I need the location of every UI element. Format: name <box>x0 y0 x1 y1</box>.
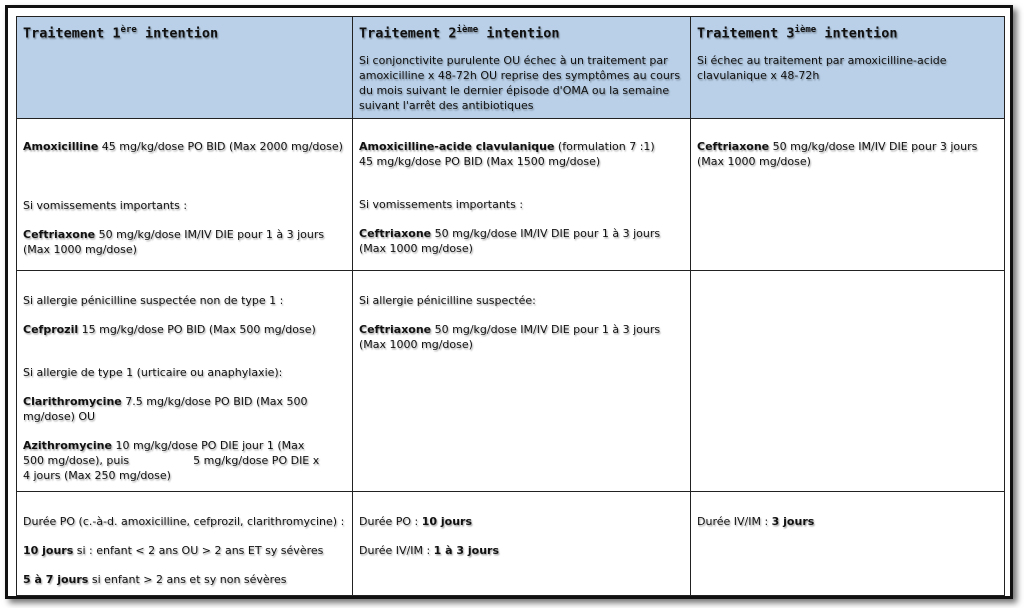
row3-col3 <box>691 492 1005 596</box>
row1-col1-drug2: Ceftriaxone 50 mg/kg/dose IM/IV DIE pour 1 à 3 jours (Max 1000 mg/dose) <box>23 228 325 256</box>
header-col3-title: Traitement 3ième intention <box>697 25 898 42</box>
first-line-row <box>17 119 1005 271</box>
header-col3 <box>691 17 1005 119</box>
row1-col1 <box>17 119 353 271</box>
header-col3-desc: Si échec au traitement par amoxicilline-acide clavulanique x 48-72h <box>697 53 947 82</box>
row1-col3-drug1: Ceftriaxone 50 mg/kg/dose IM/IV DIE pour 3 jours (Max 1000 mg/dose) <box>697 140 978 168</box>
row2-col1 <box>17 271 353 492</box>
header-col1 <box>17 17 353 119</box>
document-frame <box>5 5 1013 599</box>
row3-col2-line1: Durée PO : 10 jours <box>359 515 473 528</box>
header-col1-title: Traitement 1ère intention <box>23 25 219 42</box>
row1-col2 <box>353 119 691 271</box>
row3-col1-line3: 5 à 7 jours si enfant > 2 ans et sy non sévères <box>23 573 287 586</box>
row3-col3-line1: Durée IV/IM : 3 jours <box>697 515 815 528</box>
row1-col2-drug1: Amoxicilline-acide clavulanique (formulation 7 :1) 45 mg/kg/dose PO BID (Max 1500 mg/dose) <box>359 140 655 168</box>
row1-col2-drug2: Ceftriaxone 50 mg/kg/dose IM/IV DIE pour 1 à 3 jours (Max 1000 mg/dose) <box>359 227 661 255</box>
row2-col2-drug: Ceftriaxone 50 mg/kg/dose IM/IV DIE pour 1 à 3 jours (Max 1000 mg/dose) <box>359 323 661 351</box>
row3-col1-line2: 10 jours si : enfant < 2 ans OU > 2 ans ET sy sévères <box>23 544 324 557</box>
row1-col2-cond: Si vomissements importants : <box>359 198 524 211</box>
row1-col1-cond: Si vomissements importants : <box>23 199 188 212</box>
header-col2 <box>353 17 691 119</box>
row3-col2-line2: Durée IV/IM : 1 à 3 jours <box>359 544 500 557</box>
row3-col2 <box>353 492 691 596</box>
row2-col3 <box>691 271 1005 492</box>
row2-col1-drug2: Clarithromycine 7.5 mg/kg/dose PO BID (Max 500 mg/dose) OU <box>23 395 308 423</box>
header-col2-desc: Si conjonctivite purulente OU échec à un traitement par amoxicilline x 48-72h OU reprise des symptômes au cours du mois suivant le dernier épisode d'OMA ou la semaine suivant l'arrêt des antibiotiques <box>359 53 681 112</box>
duration-row <box>17 492 1005 596</box>
header-row <box>17 17 1005 119</box>
row2-col1-cond1: Si allergie pénicilline suspectée non de type 1 : <box>23 294 284 307</box>
row2-col1-cond2: Si allergie de type 1 (urticaire ou anaphylaxie): <box>23 366 283 379</box>
header-col2-title: Traitement 2ième intention <box>359 25 560 42</box>
row2-col2-cond: Si allergie pénicilline suspectée: <box>359 294 536 307</box>
row3-col1 <box>17 492 353 596</box>
row2-col1-drug3: Azithromycine 10 mg/kg/dose PO DIE jour 1 (Max 500 mg/dose), puis 5 mg/kg/dose PO DIE x 4 jours (Max 250 mg/dose) <box>23 439 320 482</box>
row3-col1-line1: Durée PO (c.-à-d. amoxicilline, cefprozil, clarithromycine) : <box>23 515 345 528</box>
row2-col1-drug1: Cefprozil 15 mg/kg/dose PO BID (Max 500 mg/dose) <box>23 323 316 336</box>
row1-col1-drug1: Amoxicilline 45 mg/kg/dose PO BID (Max 2000 mg/dose) <box>23 140 343 153</box>
row2-col2 <box>353 271 691 492</box>
allergy-row <box>17 271 1005 492</box>
row1-col3 <box>691 119 1005 271</box>
treatment-table <box>16 16 1005 596</box>
